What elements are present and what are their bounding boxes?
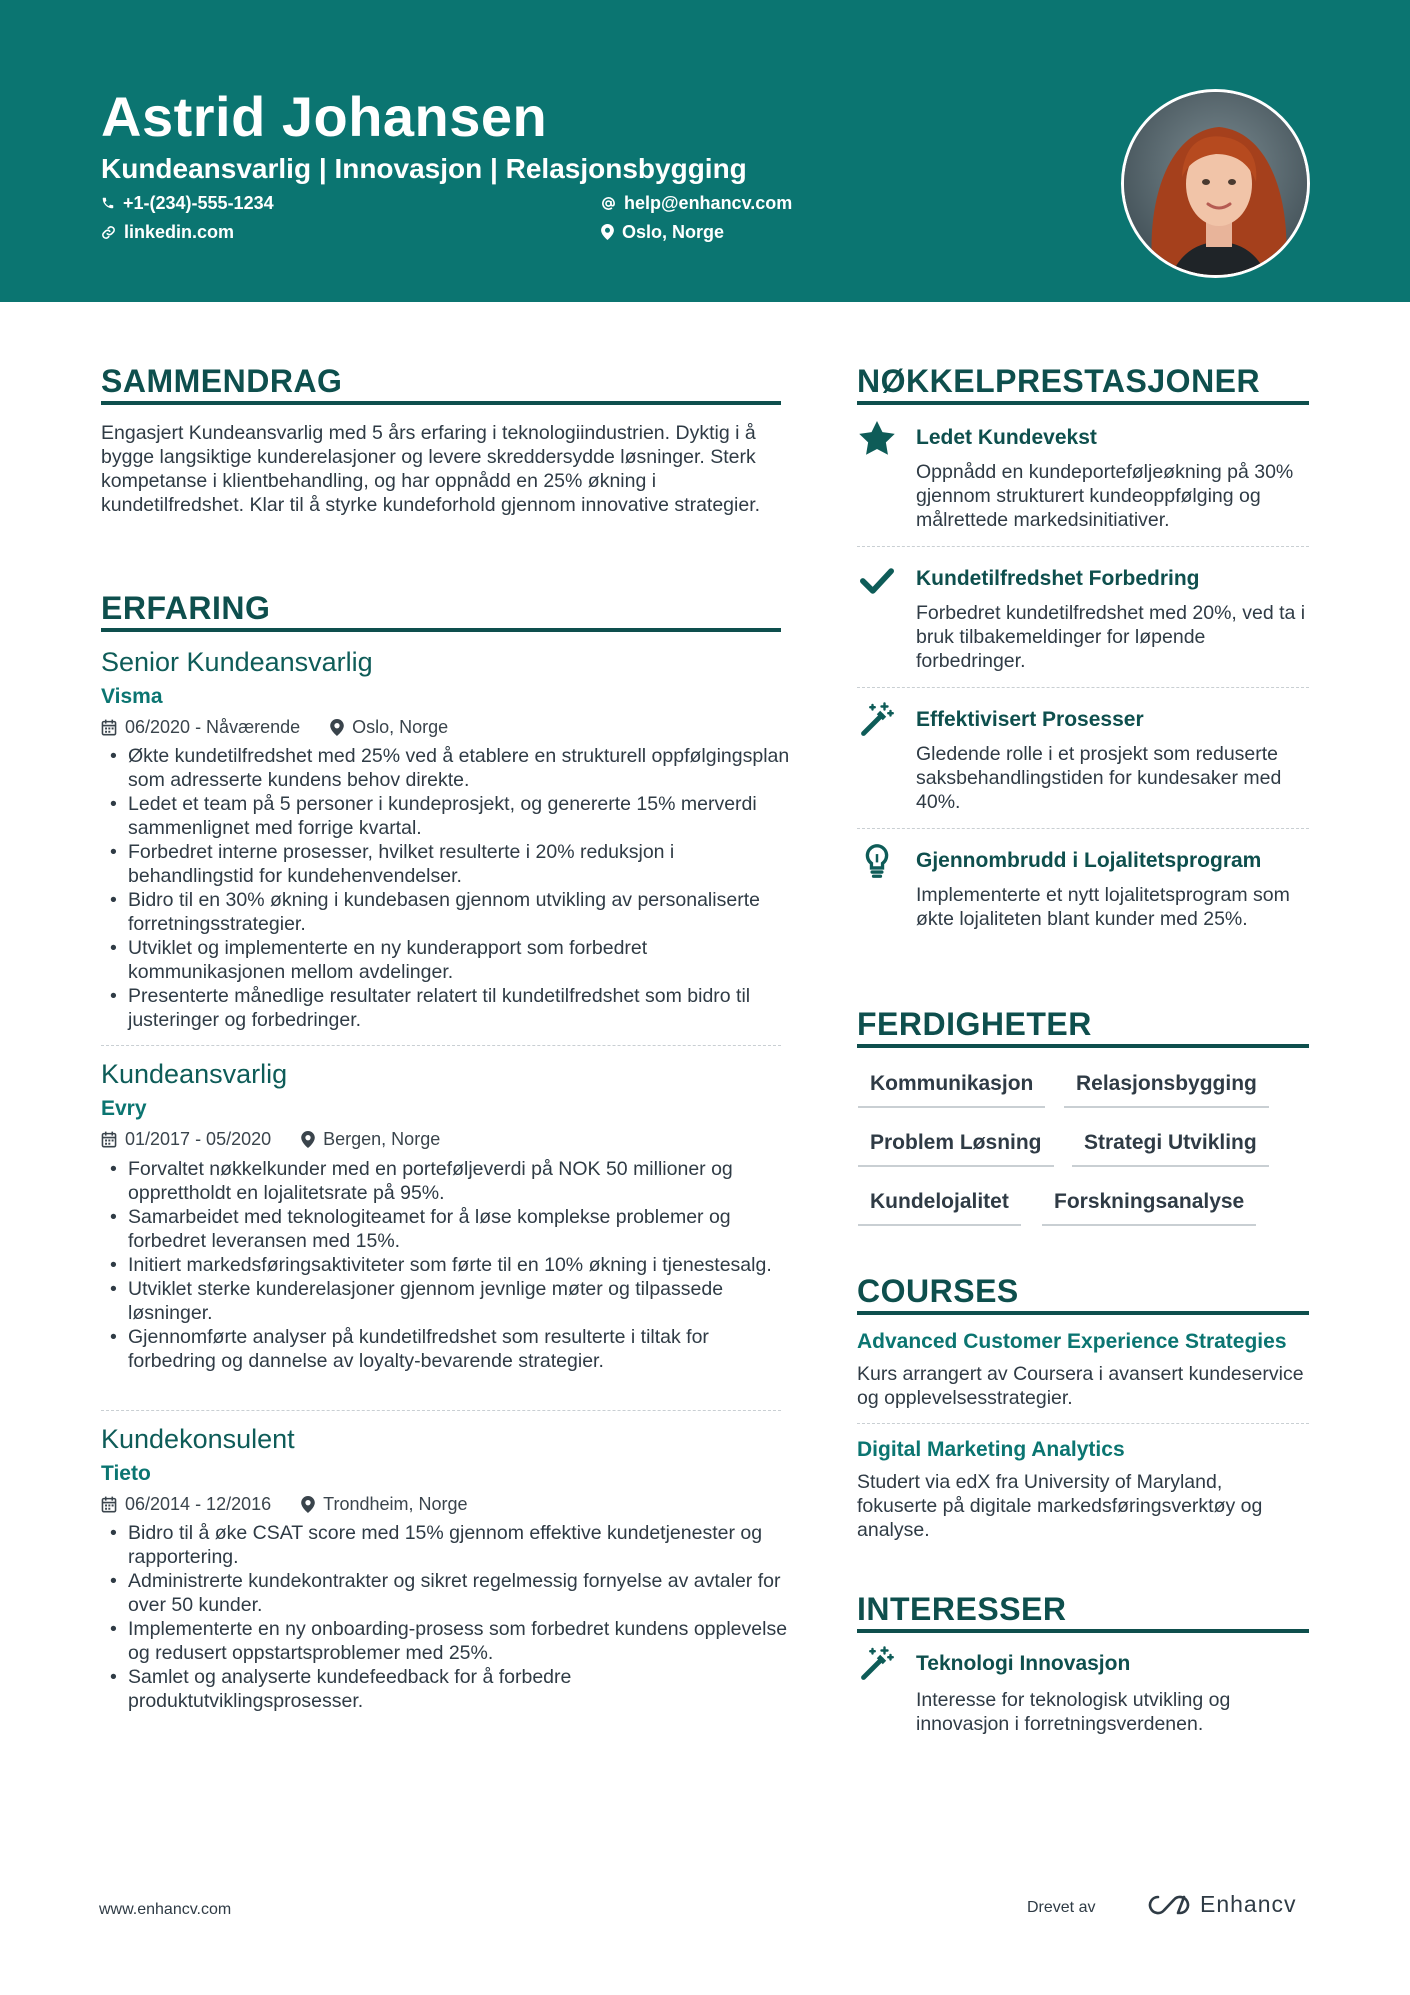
magic-wand-icon bbox=[857, 700, 897, 740]
location-text: Oslo, Norge bbox=[622, 222, 725, 242]
job-company: Tieto bbox=[101, 1462, 151, 1485]
location-pin-icon bbox=[601, 224, 614, 240]
star-icon bbox=[857, 418, 897, 458]
summary-rule bbox=[101, 401, 781, 405]
link-icon bbox=[101, 225, 116, 240]
job-bullets bbox=[101, 744, 791, 1032]
job-title: Senior Kundeansvarlig bbox=[101, 647, 373, 677]
job-bullets bbox=[101, 1157, 791, 1373]
divider bbox=[101, 1045, 781, 1046]
list-item: • Gjennomførte analyser på kundetilfredshet som resulterte i tiltak for forbedring og dannelse av loyalty-bevarende strategier. bbox=[101, 1325, 791, 1373]
course-text: Studert via edX fra University of Maryland, fokuserte på digitale markedsføringsverktøy og analyse. bbox=[857, 1471, 1263, 1541]
list-item: • Forbedret interne prosesser, hvilket resulterte i 20% reduksjon i behandlingstid for kundehenvendelser. bbox=[101, 840, 791, 888]
job-meta bbox=[101, 715, 448, 739]
job-location: Trondheim, Norge bbox=[323, 1494, 468, 1514]
interest-text: Interesse for teknologisk utvikling og innovasjon i forretningsverdenen. bbox=[916, 1689, 1231, 1735]
brand-name: Enhancv bbox=[1200, 1891, 1297, 1917]
enhancv-logo-icon bbox=[1146, 1893, 1192, 1917]
job-title: Kundekonsulent bbox=[101, 1424, 295, 1454]
contact-phone[interactable] bbox=[101, 191, 274, 215]
course-text: Kurs arrangert av Coursera i avansert kundeservice og opplevelsesstrategier. bbox=[857, 1363, 1304, 1409]
job-company: Evry bbox=[101, 1097, 147, 1120]
list-item: • Bidro til en 30% økning i kundebasen gjennom utvikling av personaliserte forretningsstrategier. bbox=[101, 888, 791, 936]
list-item: • Samlet og analyserte kundefeedback for å forbedre produktutviklingsprosesser. bbox=[101, 1665, 791, 1713]
job-dates: 06/2014 - 12/2016 bbox=[125, 1494, 272, 1514]
achievement-text: Implementerte et nytt lojalitetsprogram som økte lojaliteten blant kunder med 25%. bbox=[916, 884, 1290, 930]
job-company: Visma bbox=[101, 685, 163, 708]
contact-location bbox=[601, 220, 724, 244]
skill-tag: Kundelojalitet bbox=[858, 1188, 1021, 1226]
divider bbox=[857, 687, 1309, 688]
list-item: • Bidro til å øke CSAT score med 15% gjennom effektive kundetjenester og rapportering. bbox=[101, 1521, 791, 1569]
list-item: • Initiert markedsføringsaktiviteter som førte til en 10% økning i tjenestesalg. bbox=[101, 1253, 791, 1277]
job-meta bbox=[101, 1492, 468, 1516]
divider bbox=[857, 828, 1309, 829]
calendar-icon bbox=[101, 719, 117, 736]
job-bullets bbox=[101, 1521, 791, 1713]
courses-rule bbox=[857, 1311, 1309, 1315]
achievements-heading: NØKKELPRESTASJONER bbox=[857, 363, 1261, 399]
list-item: • Utviklet og implementerte en ny kunderapport som forbedret kommunikasjonen mellom avdelinger. bbox=[101, 936, 791, 984]
list-item: • Forvaltet nøkkelkunder med en porteføljeverdi på NOK 50 millioner og opprettholdt en lojalitetsrate på 95%. bbox=[101, 1157, 791, 1205]
skill-tag: Kommunikasjon bbox=[858, 1070, 1045, 1108]
location-pin-icon bbox=[330, 719, 344, 736]
job-location: Oslo, Norge bbox=[352, 717, 449, 737]
job-title: Kundeansvarlig bbox=[101, 1059, 288, 1089]
profile-photo bbox=[1121, 89, 1310, 278]
skills-heading: FERDIGHETER bbox=[857, 1006, 1092, 1042]
contact-linkedin[interactable] bbox=[101, 220, 234, 244]
resume-header bbox=[0, 0, 1410, 302]
check-icon bbox=[857, 561, 897, 601]
footer-website[interactable]: www.enhancv.com bbox=[99, 1901, 232, 1918]
phone-text: +1-(234)-555-1234 bbox=[123, 193, 274, 213]
email-text: help@enhancv.com bbox=[624, 193, 793, 213]
achievement-text: Gledende rolle i et prosjekt som reduserte saksbehandlingstiden for kundesaker med 40%. bbox=[916, 743, 1282, 813]
skills-rule bbox=[857, 1044, 1309, 1048]
list-item: • Administrerte kundekontrakter og sikret regelmessig fornyelse av avtaler for over 50 kunder. bbox=[101, 1569, 791, 1617]
calendar-icon bbox=[101, 1131, 117, 1148]
list-item: • Presenterte månedlige resultater relatert til kundetilfredshet som bidro til justeringer og forbedringer. bbox=[101, 984, 791, 1032]
list-item: • Samarbeidet med teknologiteamet for å løse komplekse problemer og forbedret leveransen med 15%. bbox=[101, 1205, 791, 1253]
divider bbox=[101, 1410, 781, 1411]
job-dates: 01/2017 - 05/2020 bbox=[125, 1129, 272, 1149]
course-title: Advanced Customer Experience Strategies bbox=[857, 1330, 1287, 1353]
enhancv-logo[interactable] bbox=[1146, 1891, 1297, 1918]
footer-powered-by: Drevet av bbox=[1027, 1899, 1096, 1916]
divider bbox=[857, 546, 1309, 547]
phone-icon bbox=[101, 196, 115, 210]
achievement-title: Effektivisert Prosesser bbox=[916, 708, 1144, 731]
achievement-title: Gjennombrudd i Lojalitetsprogram bbox=[916, 849, 1262, 872]
course-title: Digital Marketing Analytics bbox=[857, 1438, 1125, 1461]
job-location: Bergen, Norge bbox=[323, 1129, 441, 1149]
interests-heading: INTERESSER bbox=[857, 1591, 1067, 1627]
divider bbox=[857, 1423, 1309, 1424]
achievements-rule bbox=[857, 401, 1309, 405]
achievement-text: Forbedret kundetilfredshet med 20%, ved ta i bruk tilbakemeldinger for løpende forbedringer. bbox=[916, 602, 1306, 672]
calendar-icon bbox=[101, 1496, 117, 1513]
location-pin-icon bbox=[301, 1496, 315, 1513]
contact-email[interactable] bbox=[601, 191, 792, 215]
courses-heading: COURSES bbox=[857, 1273, 1019, 1309]
skill-tag: Relasjonsbygging bbox=[1064, 1070, 1269, 1108]
interests-rule bbox=[857, 1629, 1309, 1633]
location-pin-icon bbox=[301, 1131, 315, 1148]
experience-rule bbox=[101, 628, 781, 632]
candidate-name: Astrid Johansen bbox=[101, 85, 548, 148]
experience-heading: ERFARING bbox=[101, 590, 271, 626]
achievement-title: Ledet Kundevekst bbox=[916, 426, 1097, 449]
skill-tag: Forskningsanalyse bbox=[1042, 1188, 1256, 1226]
at-icon bbox=[601, 196, 616, 211]
achievement-text: Oppnådd en kundeporteføljeøkning på 30% gjennom strukturert kundeoppfølging og målrettede markedsinitiativer. bbox=[916, 461, 1294, 531]
list-item: • Implementerte en ny onboarding-prosess som forbedret kundens opplevelse og redusert oppstartsproblemer med 25%. bbox=[101, 1617, 791, 1665]
summary-heading: SAMMENDRAG bbox=[101, 363, 343, 399]
summary-text: Engasjert Kundeansvarlig med 5 års erfaring i teknologiindustrien. Dyktig i å bygge langsiktige kunderelasjoner og levere skreddersydde løsninger. Sterk kompetanse i klientbehandling, og har oppnådd en 25% økning i kundetilfredshet. Klar til å styrke kundeforhold gjennom innovative strategier. bbox=[101, 422, 761, 516]
interest-title: Teknologi Innovasjon bbox=[916, 1652, 1131, 1675]
list-item: • Utviklet sterke kunderelasjoner gjennom jevnlige møter og tilpassede løsninger. bbox=[101, 1277, 791, 1325]
job-dates: 06/2020 - Nåværende bbox=[125, 717, 301, 737]
list-item: • Økte kundetilfredshet med 25% ved å etablere en strukturell oppfølgingsplan som adresserte kundens behov direkte. bbox=[101, 744, 791, 792]
candidate-headline: Kundeansvarlig | Innovasjon | Relasjonsbygging bbox=[101, 153, 747, 184]
skill-tag: Problem Løsning bbox=[858, 1129, 1054, 1167]
lightbulb-icon bbox=[857, 841, 897, 881]
skill-tag: Strategi Utvikling bbox=[1072, 1129, 1269, 1167]
job-meta bbox=[101, 1127, 440, 1151]
linkedin-text: linkedin.com bbox=[124, 222, 235, 242]
magic-wand-icon bbox=[857, 1644, 897, 1684]
achievement-title: Kundetilfredshet Forbedring bbox=[916, 567, 1200, 590]
list-item: • Ledet et team på 5 personer i kundeprosjekt, og genererte 15% merverdi sammenlignet med forrige kvartal. bbox=[101, 792, 791, 840]
